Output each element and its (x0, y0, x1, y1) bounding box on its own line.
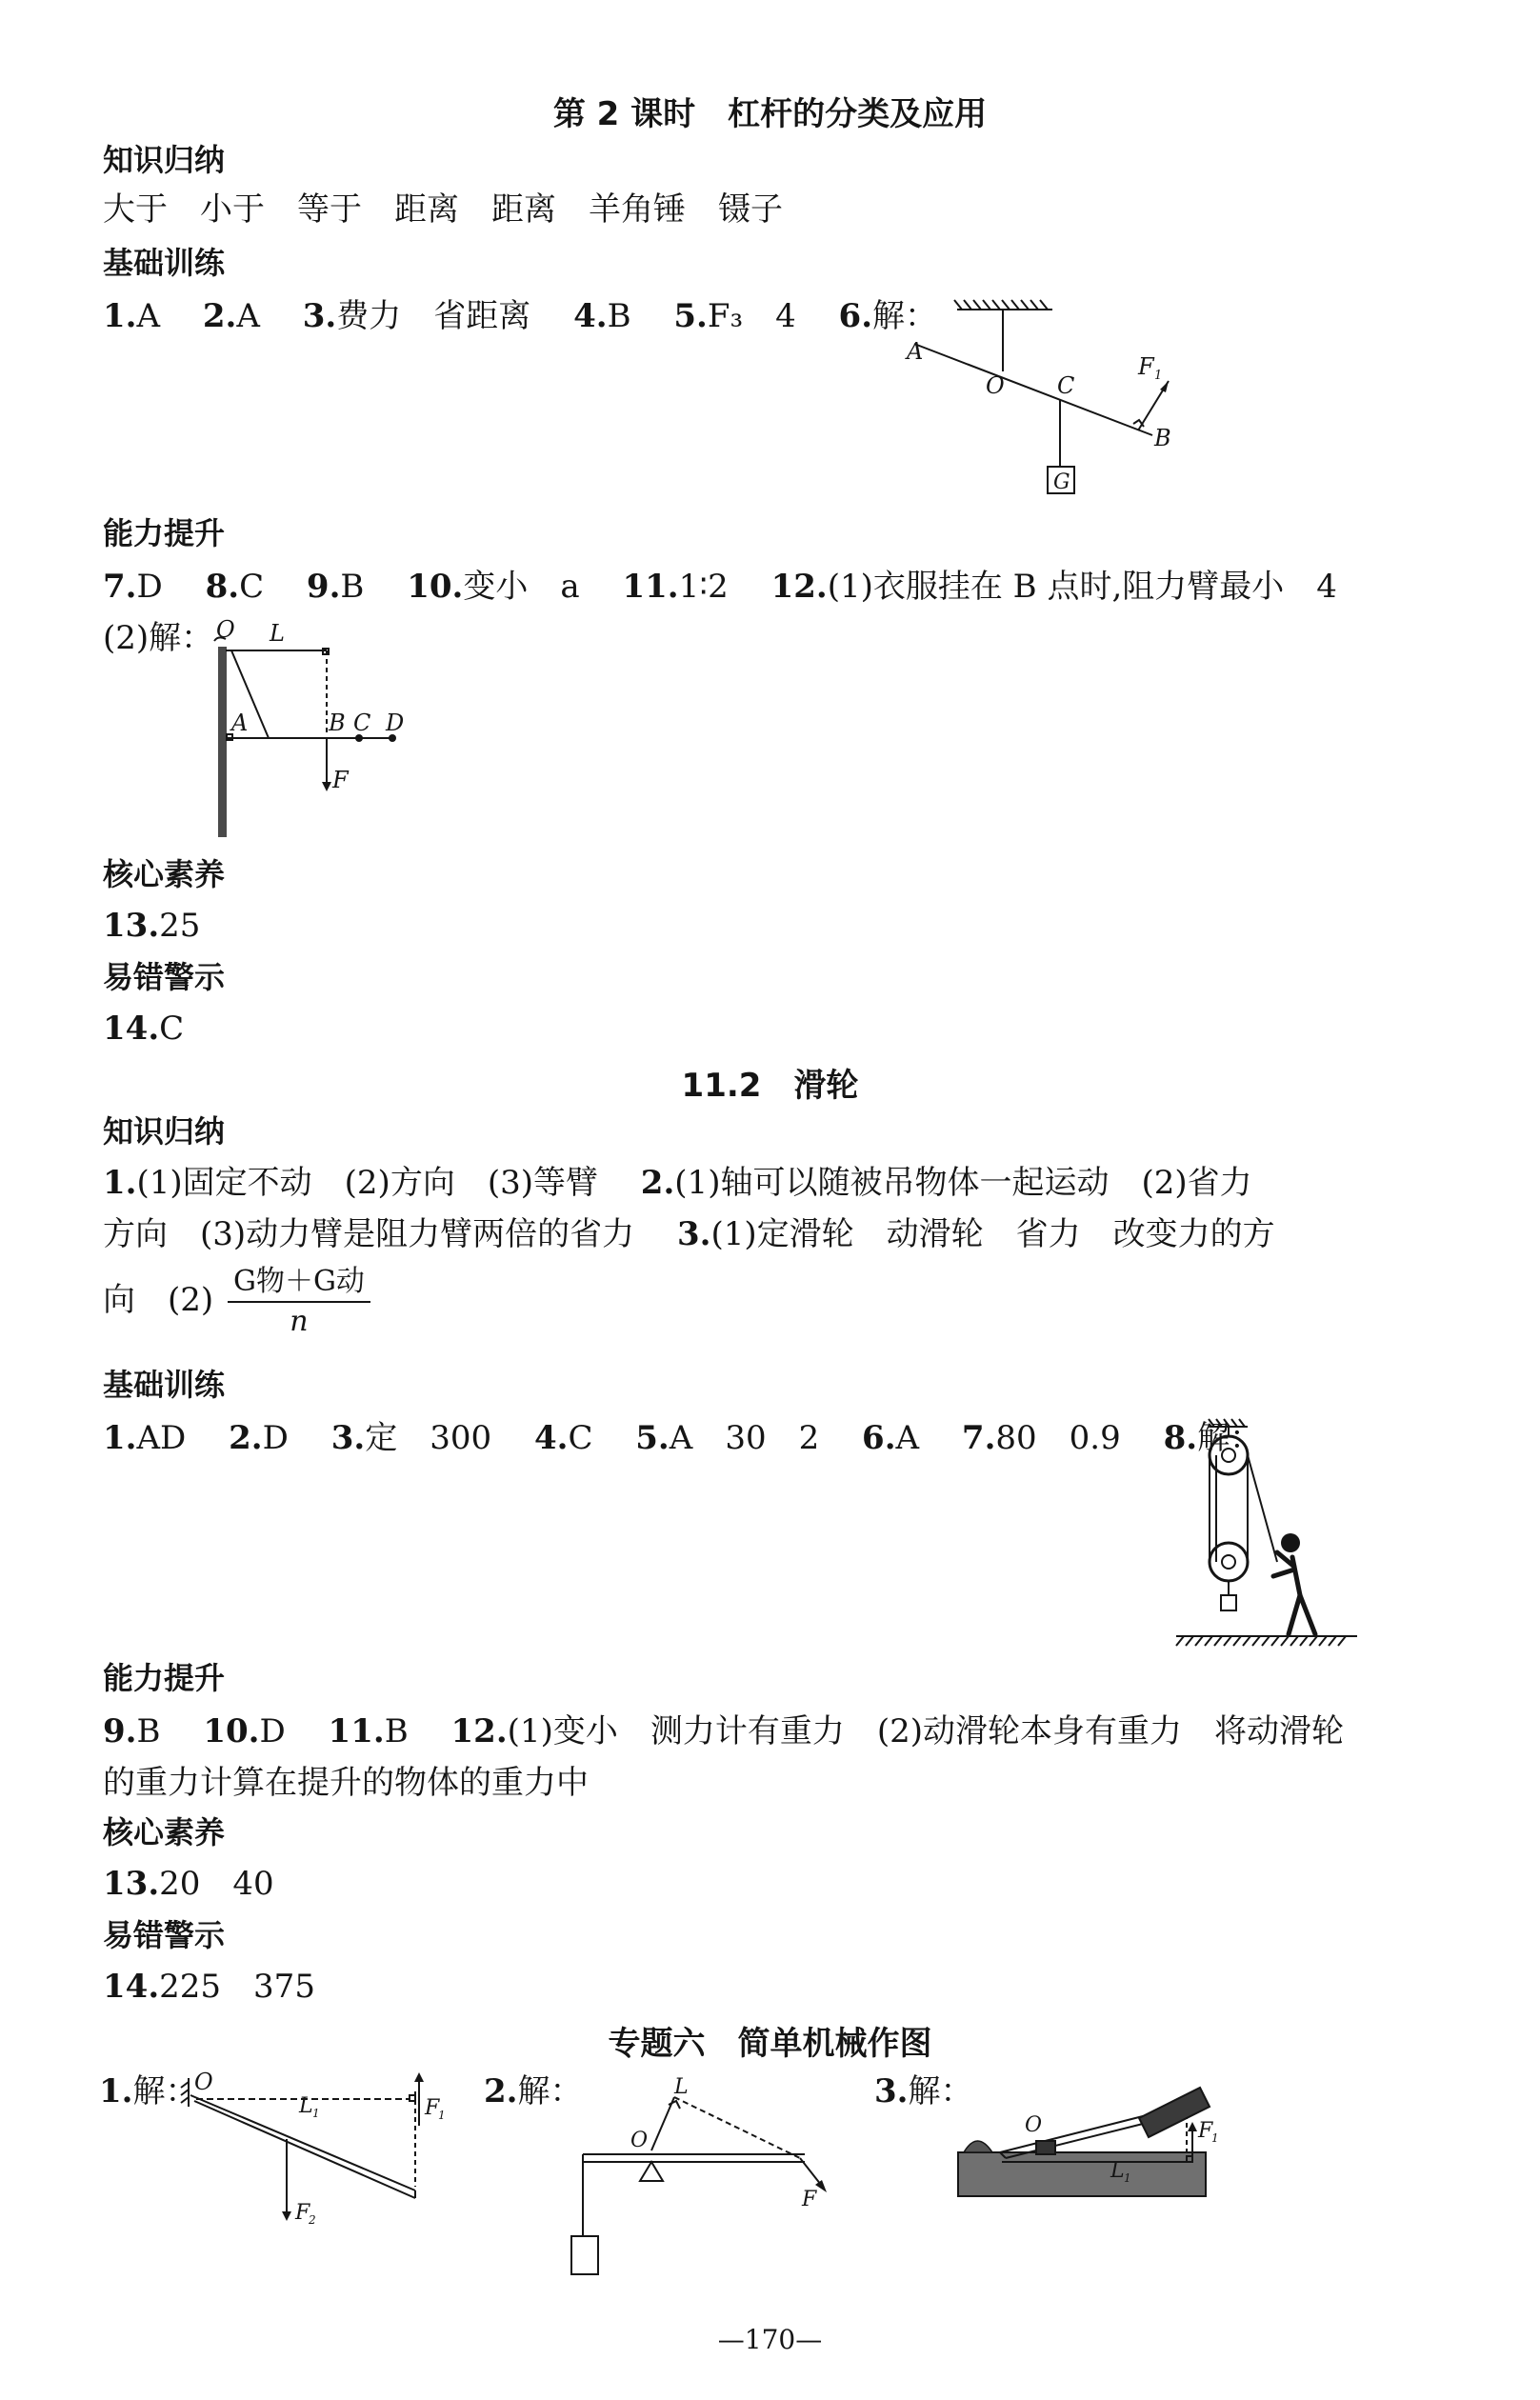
heading-warning: 易错警示 (103, 959, 226, 995)
lever-figure-q12 (205, 614, 424, 843)
heading-knowledge: 知识归纳 (103, 142, 226, 178)
topic-figure-2 (571, 2076, 857, 2286)
topic-p3: 3.解： (874, 2072, 973, 2110)
label-O: O (986, 372, 1005, 399)
label-C: C (353, 710, 371, 736)
label-O: O (630, 2129, 649, 2152)
label-F1: F (425, 2096, 440, 2120)
pulley-knowledge-line3: 向 (2) $\frac{\text{G物＋G动}}{n}$ (103, 1263, 370, 1341)
heading-ability: 能力提升 (103, 515, 226, 551)
topic-p2: 2.解： (484, 2072, 583, 2110)
label-O: O (216, 616, 235, 643)
label-B: B (1154, 425, 1171, 451)
heading-knowledge-2: 知识归纳 (103, 1113, 226, 1150)
topic-p1: 1.解： (99, 2072, 198, 2110)
label-O: O (194, 2069, 213, 2095)
label-F1: F (1198, 2119, 1213, 2143)
label-L1: L (299, 2094, 313, 2118)
label-F1-sub: 1 (1154, 369, 1163, 383)
label-O: O (1025, 2113, 1043, 2137)
label-L: L (674, 2075, 689, 2099)
basic-training-answers: 1.A 2.A 3.费力 省距离 4.B 5.F₃ 4 6.解： (103, 297, 938, 335)
pulley-knowledge-line1: 1.(1)固定不动 (2)方向 (3)等臂 2.(1)轴可以随被吊物体一起运动 (2)省力 (103, 1164, 1252, 1202)
page-number: —170— (717, 2324, 823, 2355)
label-L1: L (1110, 2159, 1125, 2183)
lesson-title: 第 2 课时 杠杆的分类及应用 (552, 95, 988, 133)
warning-answers: 14.C (103, 1010, 185, 1048)
heading-basic-training: 基础训练 (103, 245, 226, 281)
topic-figure-3 (952, 2069, 1238, 2211)
label-D: D (386, 710, 405, 736)
pulley-figure-q8 (1167, 1419, 1367, 1648)
label-L1-sub: 1 (312, 2107, 320, 2120)
pulley-warning-answers: 14.225 375 (103, 1968, 315, 2006)
topic-figure-1 (177, 2069, 463, 2230)
label-B: B (329, 710, 346, 736)
label-C: C (1057, 372, 1075, 399)
heading-basic-training-2: 基础训练 (103, 1367, 226, 1403)
knowledge-answers: 大于 小于 等于 距离 距离 羊角锤 镊子 (103, 190, 783, 229)
pulley-title: 11.2 滑轮 (681, 1067, 859, 1105)
pulley-ability-line1: 9.B 10.D 11.B 12.(1)变小 测力计有重力 (2)动滑轮本身有重力 将动滑轮 (103, 1712, 1344, 1750)
label-F2-sub: 2 (309, 2213, 316, 2227)
heading-core-2: 核心素养 (103, 1814, 226, 1850)
label-F1-sub: 1 (438, 2109, 446, 2122)
label-L: L (270, 620, 285, 647)
heading-warning-2: 易错警示 (103, 1917, 226, 1953)
lever-figure-q6 (895, 290, 1210, 510)
ability-answers: 7.D 8.C 9.B 10.变小 a 11.1∶2 12.(1)衣服挂在 B 点时,阻力臂最小 4 (103, 568, 1337, 606)
label-A: A (907, 338, 924, 365)
formula-fraction: $\frac{\text{G物＋G动}}{n}$ (228, 1263, 370, 1341)
topic-title: 专题六 简单机械作图 (608, 2025, 932, 2063)
pulley-core-answers: 13.20 40 (103, 1865, 274, 1903)
pulley-ability-line2: 的重力计算在提升的物体的重力中 (103, 1764, 589, 1802)
label-G: G (1053, 470, 1070, 494)
core-answers: 13.25 (103, 907, 201, 945)
ability-q12-part2: (2)解： (103, 619, 214, 657)
label-F1: F (1138, 353, 1154, 380)
pulley-knowledge-line2: 方向 (3)动力臂是阻力臂两倍的省力 3.(1)定滑轮 动滑轮 省力 改变力的方 (103, 1215, 1275, 1253)
label-F: F (802, 2188, 817, 2211)
heading-ability-2: 能力提升 (103, 1660, 226, 1696)
label-L1-sub: 1 (1124, 2171, 1131, 2185)
heading-core: 核心素养 (103, 856, 226, 892)
label-F1-sub: 1 (1211, 2131, 1219, 2145)
label-A: A (231, 710, 249, 736)
label-F2: F (295, 2201, 310, 2225)
label-F: F (332, 767, 349, 793)
pulley-basic-answers: 1.AD 2.D 3.定 300 4.C 5.A 30 2 6.A 7.80 0.9 8.解： (103, 1419, 1263, 1457)
